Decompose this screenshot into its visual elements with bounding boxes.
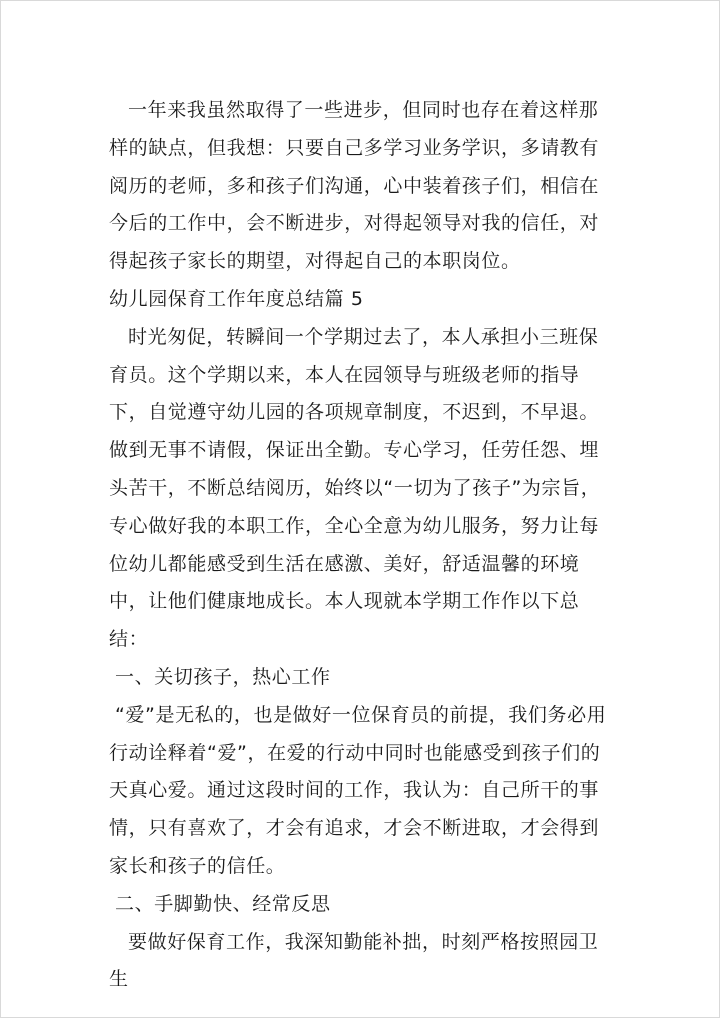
paragraph-intro: 时光匆促，转瞬间一个学期过去了，本人承担小三班保育员。这个学期以来，本人在园领导与班级老师的指导下，自觉遵守幼儿园的各项规章制度，不迟到，不早退。做到无事不请假，保证出全勤。专心学习，任劳任怨、埋头苦干，不断总结阅历，始终以“一切为了孩子”为宗旨，专心做好我的本职工作，全心全意为幼儿服务，努力让每位幼儿都能感受到生活在感激、美好，舒适温馨的环境中，让他们健康地成长。本人现就本学期工作作以下总结： — [109, 325, 601, 651]
document-body — [109, 92, 615, 999]
paragraph-summary: 一年来我虽然取得了一些进步，但同时也存在着这样那样的缺点，但我想：只要自己多学习业务学识，多请教有阅历的老师，多和孩子们沟通，心中装着孩子们，相信在今后的工作中，会不断进步，对得起领导对我的信任，对得起孩子家长的期望，对得起自己的本职岗位。 — [109, 99, 600, 273]
subheading-2: 二、手脚勤快、经常反思 — [115, 892, 331, 915]
subheading-1: 一、关切孩子，热心工作 — [115, 665, 331, 688]
paragraph-love: “爱”是无私的，也是做好一位保育员的前提，我们务必用行动诠释着“爱”，在爱的行动中同时也能感受到孩子们的天真心爱。通过这段时间的工作，我认为：自己所干的事情，只有喜欢了，才会有追求，才会不断进取，才会得到家长和孩子的信任。 — [109, 703, 607, 877]
paragraph-diligence: 要做好保育工作，我深知勤能补拙，时刻严格按照园卫生 — [109, 930, 599, 991]
section-heading: 幼儿园保育工作年度总结篇 5 — [109, 287, 364, 310]
